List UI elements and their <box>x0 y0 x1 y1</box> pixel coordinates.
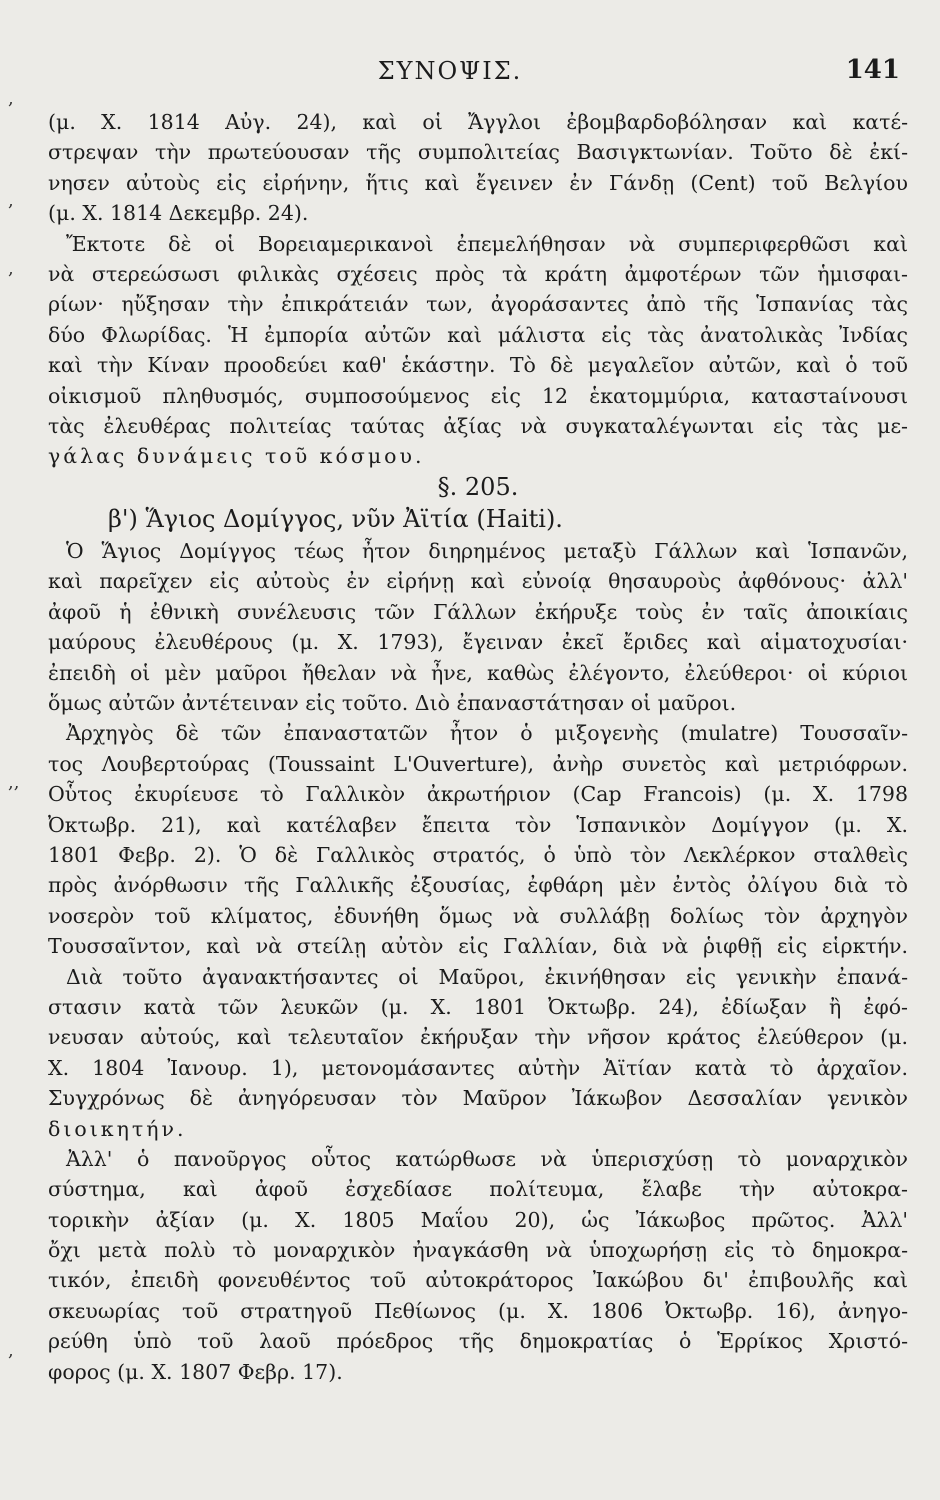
text-line: τικόν, ἐπειδὴ φονευθέντος τοῦ αὐτοκράτορος Ἰακώβου δι' ἐπιβουλῆς καὶ <box>48 1268 908 1293</box>
text-line: πρὸς ἀνόρθωσιν τῆς Γαλλικῆς ἐξουσίας, ἐφθάρη μὲν ἐντὸς ὀλίγου διὰ τὸ <box>48 873 908 898</box>
text-line: Συγχρόνως δὲ ἀνηγόρευσαν τὸν Μαῦρον Ἰάκωβον Δεσσαλίαν γενικὸν <box>48 1086 908 1111</box>
text-line: Ἀλλ' ὁ πανοῦργος οὗτος κατώρθωσε νὰ ὑπερισχύσῃ τὸ μοναρχικὸν <box>66 1146 908 1171</box>
text-line: γάλας δυνάμεις τοῦ κόσμου. <box>48 444 425 469</box>
page-header <box>0 55 940 95</box>
text-line: Ὀκτωβρ. 21), καὶ κατέλαβεν ἔπειτα τὸν Ἱσπανικὸν Δομίγγον (μ. Χ. <box>48 812 908 837</box>
text-line: Οὗτος ἐκυρίευσε τὸ Γαλλικὸν ἀκρωτήριον (Cap Francois) (μ. Χ. 1798 <box>48 782 908 807</box>
running-title: ΣΥΝΟΨΙΣ. <box>377 57 523 85</box>
section-number: §. 205. <box>437 472 519 501</box>
margin-mark: , <box>8 258 14 279</box>
margin-mark: ,, <box>8 772 20 793</box>
text-line: ρεύθη ὑπὸ τοῦ λαοῦ πρόεδρος τῆς δημοκρατίας ὁ Ἑρρίκος Χριστό- <box>48 1329 908 1354</box>
text-line: στασιν κατὰ τῶν λευκῶν (μ. Χ. 1801 Ὀκτωβρ. 24), ἐδίωξαν ἢ ἐφό- <box>48 994 908 1019</box>
text-line: σκευωρίας τοῦ στρατηγοῦ Πεθίωνος (μ. Χ. 1806 Ὀκτωβρ. 16), ἀνηγο- <box>48 1298 908 1323</box>
text-line: δύο Φλωρίδας. Ἡ ἐμπορία αὐτῶν καὶ μάλιστα εἰς τὰς ἀνατολικὰς Ἰνδίας <box>48 322 908 347</box>
margin-mark: , <box>8 190 14 211</box>
text-line: νευσαν αὐτούς, καὶ τελευταῖον ἐκήρυξαν τὴν νῆσον κράτος ἐλεύθερον (μ. <box>48 1025 908 1050</box>
text-line: Ὁ Ἅγιος Δομίγγος τέως ἦτον διηρημένος μεταξὺ Γάλλων καὶ Ἱσπανῶν, <box>66 539 908 564</box>
text-line: μαύρους ἐλευθέρους (μ. Χ. 1793), ἔγειναν ἐκεῖ ἔριδες καὶ αἱματοχυσίαι· <box>48 630 908 655</box>
text-line: 1801 Φεβρ. 2). Ὁ δὲ Γαλλικὸς στρατός, ὁ ὑπὸ τὸν Λεκλέρκον σταλθεὶς <box>48 842 908 867</box>
text-line: (μ. Χ. 1814 Αὐγ. 24), καὶ οἱ Ἄγγλοι ἐβομβαρδοβόλησαν καὶ κατέ- <box>48 110 908 134</box>
text-line: Ἔκτοτε δὲ οἱ Βορειαμερικανοὶ ἐπεμελήθησαν νὰ συμπεριφερθῶσι καὶ <box>66 231 908 256</box>
text-line: Τουσσαῖντον, καὶ νὰ στείλῃ αὐτὸν εἰς Γαλλίαν, διὰ νὰ ῥιφθῇ εἰς εἱρκτήν. <box>48 934 908 959</box>
text-line: καὶ τὴν Κίναν προοδεύει καθ' ἑκάστην. Τὸ δὲ μεγαλεῖον αὐτῶν, καὶ ὁ τοῦ <box>48 353 908 378</box>
text-line: νησεν αὐτοὺς εἰς εἰρήνην, ἥτις καὶ ἔγεινεν ἐν Γάνδῃ (Cent) τοῦ Βελγίου <box>48 170 908 195</box>
text-line: Χ. 1804 Ἰανουρ. 1), μετονομάσαντες αὐτὴν Ἀϊτίαν κατὰ τὸ ἀρχαῖον. <box>48 1055 908 1080</box>
text-line: φορος (μ. Χ. 1807 Φεβρ. 17). <box>48 1359 343 1384</box>
text-line: ὅμως αὐτῶν ἀντέτειναν εἰς τοῦτο. Διὸ ἐπαναστάτησαν οἱ μαῦροι. <box>48 691 737 716</box>
text-line: Ἀρχηγὸς δὲ τῶν ἐπαναστατῶν ἦτον ὁ μιξογενὴς (mulatre) Τουσσαῖν- <box>66 721 908 746</box>
text-line: καὶ παρεῖχεν εἰς αὐτοὺς ἐν εἰρήνῃ καὶ εὐνοίᾳ θησαυροὺς ἀφθόνους· ἀλλ' <box>48 569 908 594</box>
text-line: νὰ στερεώσωσι φιλικὰς σχέσεις πρὸς τὰ κράτη ἀμφοτέρων τῶν ἡμισφαι- <box>48 261 908 286</box>
body-text <box>48 107 908 1387</box>
text-line: ἀφοῦ ἡ ἐθνικὴ συνέλευσις τῶν Γάλλων ἐκήρυξε τοὺς ἐν ταῖς ἀποικίαις <box>48 599 908 624</box>
text-line: Διὰ τοῦτο ἀγανακτήσαντες οἱ Μαῦροι, ἐκινήθησαν εἰς γενικὴν ἐπανά- <box>66 964 908 989</box>
text-line: οἰκισμοῦ πληθυσμός, συμποσούμενος εἰς 12 ἑκατομμύρια, καταστaίνουσι <box>48 383 908 408</box>
text-line: τὰς ἐλευθέρας πολιτείας ταύτας ἀξίας νὰ συγκαταλέγωνται εἰς τὰς με- <box>48 413 908 438</box>
text-line: ρίων· ηὔξησαν τὴν ἐπικράτειάν των, ἀγοράσαντες ἀπὸ τῆς Ἱσπανίας τὰς <box>48 292 908 317</box>
text-line: σύστημα, καὶ ἀφοῦ ἐσχεδίασε πολίτευμα, ἔλαβε τὴν αὐτοκρα- <box>48 1177 908 1202</box>
text-line: ἐπειδὴ οἱ μὲν μαῦροι ἤθελαν νὰ ἦνε, καθὼς ἐλέγοντο, ἐλεύθεροι· οἱ κύριοι <box>48 660 908 685</box>
text-line: τορικὴν ἀξίαν (μ. Χ. 1805 Μαΐου 20), ὡς Ἰάκωβος πρῶτος. Ἀλλ' <box>48 1207 908 1232</box>
text-line: (μ. Χ. 1814 Δεκεμβρ. 24). <box>48 201 309 226</box>
text-line: στρεψαν τὴν πρωτεύουσαν τῆς συμπολιτείας Βασιγκτωνίαν. Τοῦτο δὲ ἐκί- <box>48 140 908 165</box>
margin-mark: , <box>8 1340 14 1361</box>
text-line: ὄχι μετὰ πολὺ τὸ μοναρχικὸν ἠναγκάσθη νὰ ὑποχωρήσῃ εἰς τὸ δημοκρα- <box>48 1238 908 1263</box>
text-line: διοικητήν. <box>48 1116 187 1141</box>
text-line: τος Λουβερτούρας (Toussaint L'Ouverture), ἀνὴρ συνετὸς καὶ μετριόφρων. <box>48 751 908 776</box>
margin-mark: , <box>8 88 14 109</box>
page-number: 141 <box>845 55 900 85</box>
section-heading: β') Ἅγιος Δομίγγος, νῦν Ἀϊτία (Haiti). <box>108 505 563 534</box>
text-line: νοσερὸν τοῦ κλίματος, ἐδυνήθη ὅμως νὰ συλλάβῃ δολίως τὸν ἀρχηγὸν <box>48 903 908 928</box>
